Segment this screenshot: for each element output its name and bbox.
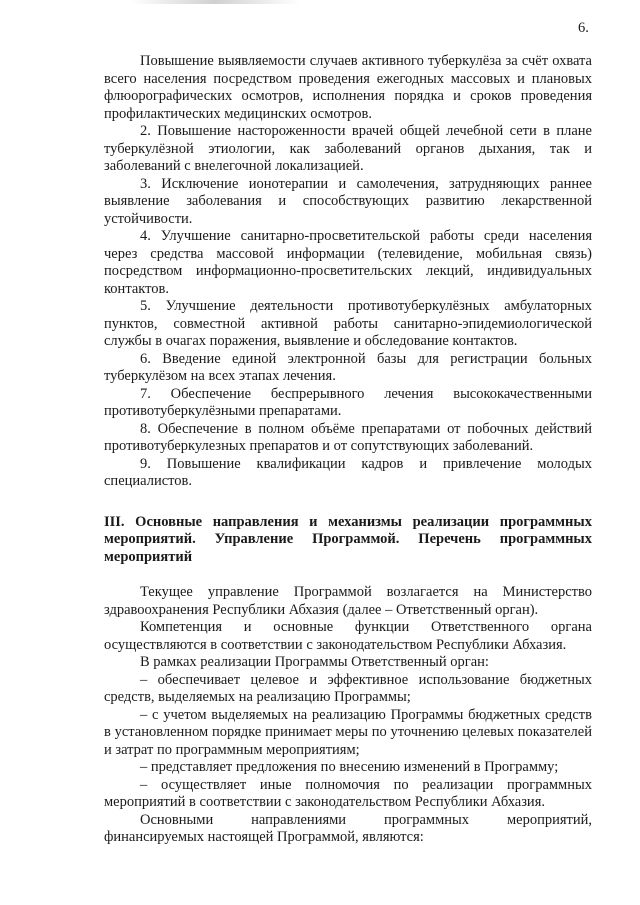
list-item-6: 6. Введение единой электронной базы для регистрации больных туберкулёзом на всех этапах лечения. [104,350,592,384]
paragraph: Компетенция и основные функции Ответственного органа осуществляются в соответствии с законодательством Республики Абхазия. [104,619,592,653]
list-item-8: 8. Обеспечение в полном объёме препаратами от побочных действий противотуберкулезных препаратов и от сопутствующих заболеваний. [104,420,592,454]
list-item-2: 2. Повышение настороженности врачей общей лечебной сети в плане туберкулёзной этиологии, как заболеваний органов дыхания, так и заболеваний с внелегочной локализацией. [104,123,592,174]
paragraph: Повышение выявляемости случаев активного туберкулёза за счёт охвата всего населения посредством проведения ежегодных массовых и плановых флюорографических осмотров, исполнения порядка и сроков проведения профилактических медицинских осмотров. [104,53,592,122]
list-item-3: 3. Исключение ионотерапии и самолечения, затрудняющих раннее выявление заболевания и способствующих развитию лекарственной устойчивости. [104,175,592,227]
paragraph: В рамках реализации Программы Ответственный орган: [140,654,489,670]
document-body [104,53,592,847]
dash-list-item: – представляет предложения по внесению изменений в Программу; [140,759,559,775]
page-number: 6. [578,20,589,36]
paragraph: Основными направлениями программных мероприятий, финансируемых настоящей Программой, являются: [104,811,592,845]
dash-list-item: – с учетом выделяемых на реализацию Программы бюджетных средств в установленном порядке принимает меры по уточнению целевых показателей и затрат по программным мероприятиям; [104,706,592,758]
dash-list-item: – обеспечивает целевое и эффективное использование бюджетных средств, выделяемых на реализацию Программы; [104,671,592,705]
section-heading: III. Основные направления и механизмы реализации программных мероприятий. Управление Программой. Перечень программных мероприятий [104,513,592,565]
scan-artifact [130,0,300,4]
list-item-7: 7. Обеспечение беспрерывного лечения высококачественными противотуберкулёзными препаратами. [104,385,592,419]
list-item-9: 9. Повышение квалификации кадров и привлечение молодых специалистов. [104,455,592,489]
dash-list-item: – осуществляет иные полномочия по реализации программных мероприятий в соответствии с законодательством Республики Абхазия. [104,776,592,810]
list-item-5: 5. Улучшение деятельности противотуберкулёзных амбулаторных пунктов, совместной активной работы санитарно-эпидемиологической службы в очагах поражения, выявление и обследование контактов. [104,298,592,349]
paragraph: Текущее управление Программой возлагается на Министерство здравоохранения Республики Абхазия (далее – Ответственный орган). [104,584,592,618]
list-item-4: 4. Улучшение санитарно-просветительской работы среди населения через средства массовой информации (телевидение, мобильная связь) посредством информационно-просветительских лекций, индивидуальных контактов. [104,228,592,297]
